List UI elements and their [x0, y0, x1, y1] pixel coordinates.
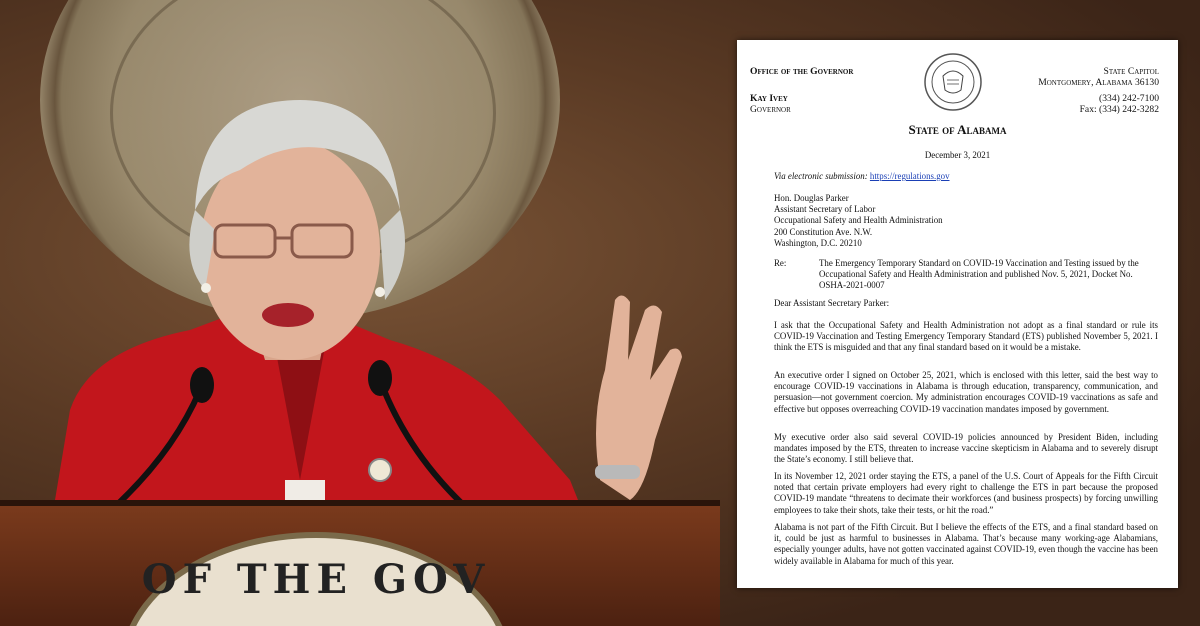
governor-name: Kay Ivey [750, 93, 788, 104]
capitol-city: Montgomery, Alabama 36130 [1038, 77, 1159, 88]
governor-role: Governor [750, 104, 791, 115]
body-paragraph: Alabama is not part of the Fifth Circuit. But I believe the effects of the ETS, and a final standard based on it, could be just as harmful to businesses in Alabama. That’s because many working-age Alabamians, especially younger adults, have not gotten vaccinated against COVID-19, even though the vaccine has been widely available in Alabama for much of this year. [774, 522, 1158, 566]
addressee-line: Hon. Douglas Parker [774, 193, 849, 203]
podium-seal-text: OF THE GOV [141, 556, 491, 603]
phone-number: (334) 242-7100 [1099, 93, 1159, 104]
state-heading: State of Alabama [908, 122, 1007, 137]
office-title: Office of the Governor [750, 66, 854, 77]
body-paragraph: An executive order I signed on October 25, 2021, which is enclosed with this letter, said the best way to encourage COVID-19 vaccinations in Alabama is through education, transparency, communication, and persuasion—not government coercion. My administration encourages COVID-19 vaccinations as safe and effective but opposes overreaching COVID-19 vaccination mandates imposed by government. [774, 370, 1158, 414]
addressee-line: 200 Constitution Ave. N.W. [774, 226, 873, 237]
re-label: Re: [774, 258, 787, 268]
addressee-block [774, 193, 1158, 249]
body-paragraph: My executive order also said several COVID-19 policies announced by President Biden, including mandates imposed by the ETS, threaten to increase vaccine skepticism in Alabama and to severely disrupt the State’s economy. I still believe that. [774, 432, 1158, 465]
capitol-label: State Capitol [1103, 66, 1159, 77]
addressee-line: Occupational Safety and Health Administration [774, 215, 943, 226]
salutation: Dear Assistant Secretary Parker: [774, 298, 890, 308]
fax-number: Fax: (334) 242-3282 [1079, 104, 1159, 115]
letter-date: December 3, 2021 [924, 150, 991, 160]
via-label: Via electronic submission: [774, 171, 868, 181]
addressee-line: Assistant Secretary of Labor [774, 204, 876, 215]
state-seal-icon [923, 52, 983, 112]
via-line [774, 171, 1158, 182]
body-paragraph: I ask that the Occupational Safety and Health Administration not adopt as a final standard or rule its COVID-19 Vaccination and Testing Emergency Temporary Standard (ETS) published November 5, 2021. I think the ETS is misguided and that any final standard based on it would be a mistake. [774, 320, 1158, 353]
re-text: The Emergency Temporary Standard on COVID-19 Vaccination and Testing issued by the Occupational Safety and Health Administration and published Nov. 5, 2021, Docket No. OSHA-2021-0007 [819, 258, 1139, 291]
addressee-line: Washington, D.C. 20210 [774, 237, 862, 248]
governor-letter [737, 40, 1178, 588]
body-paragraph: In its November 12, 2021 order staying the ETS, a panel of the U.S. Court of Appeals for the Fifth Circuit noted that certain private employers had every right to challenge the ETS in part because the proposed COVID-19 mandate “threatens to decimate their workforces (and business prospects) by forcing unwilling employees to take their shots, take their tests, or hit the road.” [774, 471, 1158, 515]
regulations-link[interactable]: https://regulations.gov [869, 171, 950, 181]
